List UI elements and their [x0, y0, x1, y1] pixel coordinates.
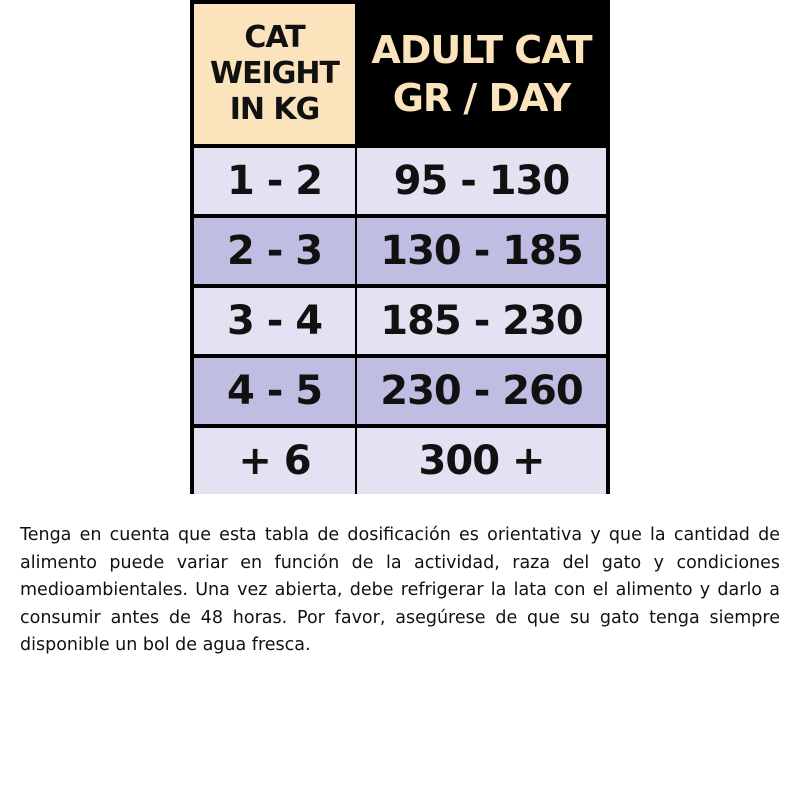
weight-cell: 3 - 4 — [194, 288, 355, 354]
weight-cell: + 6 — [194, 428, 355, 494]
amount-cell: 230 - 260 — [357, 358, 606, 424]
amount-cell: 130 - 185 — [357, 218, 606, 284]
weight-cell: 4 - 5 — [194, 358, 355, 424]
weight-cell: 2 - 3 — [194, 218, 355, 284]
amount-cell: 95 - 130 — [357, 148, 606, 214]
feeding-table — [190, 0, 610, 494]
header-cat-weight-line: IN KG — [229, 92, 320, 127]
header-adult-cat-amount — [357, 4, 606, 144]
amount-cell: 185 - 230 — [357, 288, 606, 354]
dosage-note: Tenga en cuenta que esta tabla de dosificación es orientativa y que la cantidad de alimento puede variar en función de la actividad, raza del gato y condiciones medioambientales. Una vez abierta, debe refrigerar la lata con el alimento y darlo a consumir antes de 48 horas. Por favor, asegúrese de que su gato tenga siempre disponible un bol de agua fresca. — [20, 525, 780, 655]
header-adult-cat-line: ADULT CAT — [371, 28, 592, 72]
amount-cell: 300 + — [357, 428, 606, 494]
header-cat-weight-line: CAT — [244, 20, 305, 55]
header-cat-weight — [194, 4, 355, 144]
header-adult-cat-line: GR / DAY — [392, 76, 571, 120]
header-cat-weight-line: WEIGHT — [210, 56, 339, 91]
weight-cell: 1 - 2 — [194, 148, 355, 214]
